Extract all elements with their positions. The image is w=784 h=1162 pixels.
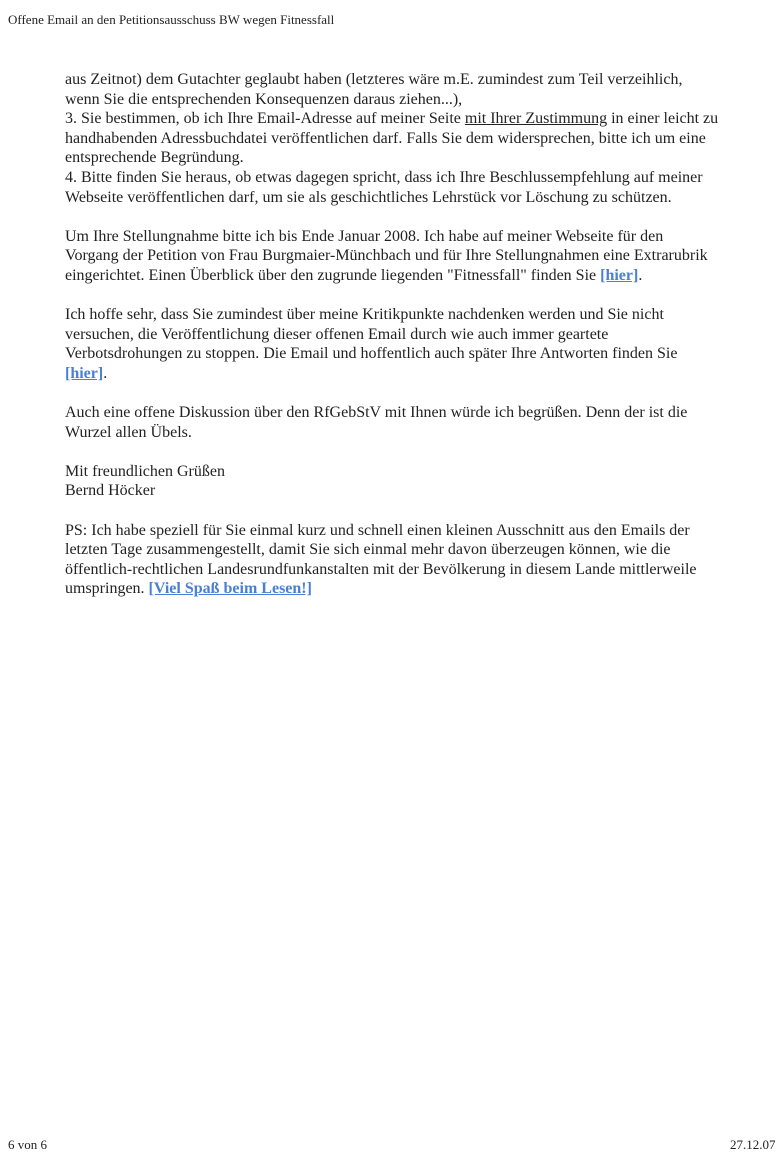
answers-hier-link[interactable]: [hier] bbox=[65, 364, 104, 382]
text-line: wenn Sie die entsprechenden Konsequenzen daraus ziehen...), bbox=[65, 90, 463, 108]
text-segment: in einer leicht zu bbox=[607, 110, 719, 128]
sender-name: Bernd Höcker bbox=[65, 482, 156, 500]
deadline-paragraph bbox=[65, 227, 777, 286]
text-line: PS: Ich habe speziell für Sie einmal kurz und schnell einen kleinen Ausschnitt aus den Emails der bbox=[65, 521, 690, 539]
text-line: öffentlich-rechtlichen Landesrundfunkanstalten mit der Bevölkerung in diesem Lande mittlerweile bbox=[65, 560, 697, 578]
text-line: Um Ihre Stellungnahme bitte ich bis Ende Januar 2008. Ich habe auf meiner Webseite für den bbox=[65, 227, 664, 245]
text-line: Vorgang der Petition von Frau Burgmaier-Münchbach und für Ihre Stellungnahmen eine Extrarubrik bbox=[65, 247, 708, 265]
list-items-paragraph bbox=[65, 70, 777, 207]
text-line: Wurzel allen Übels. bbox=[65, 423, 192, 441]
text-line: letzten Tage zusammengestellt, damit Sie sich einmal mehr davon überzeugen können, wie die bbox=[65, 541, 671, 559]
print-header-title: Offene Email an den Petitionsausschuss BW wegen Fitnessfall bbox=[8, 12, 335, 27]
closing-greeting: Mit freundlichen Grüßen bbox=[65, 462, 225, 480]
fitnessfall-hier-link[interactable]: [hier] bbox=[600, 266, 639, 284]
ps-paragraph bbox=[65, 521, 777, 599]
text-segment: umspringen. bbox=[65, 580, 149, 598]
hope-paragraph bbox=[65, 305, 777, 383]
email-body bbox=[65, 70, 777, 619]
underlined-text: mit Ihrer Zustimmung bbox=[464, 110, 608, 128]
print-date: 27.12.07 bbox=[730, 1137, 776, 1152]
text-line: Verbotsdrohungen zu stoppen. Die Email und hoffentlich auch später Ihre Antworten finden Sie bbox=[65, 345, 678, 363]
viel-spass-link[interactable]: [Viel Spaß beim Lesen!] bbox=[148, 580, 312, 598]
text-line bbox=[65, 364, 777, 384]
closing-signature bbox=[65, 462, 777, 501]
text-line: versuchen, die Veröffentlichung dieser offenen Email durch wie auch immer geartete bbox=[65, 325, 609, 343]
page-number: 6 von 6 bbox=[8, 1137, 47, 1152]
text-line: Ich hoffe sehr, dass Sie zumindest über meine Kritikpunkte nachdenken werden und Sie nicht bbox=[65, 306, 664, 324]
text-segment: . bbox=[103, 364, 108, 382]
discussion-paragraph bbox=[65, 403, 777, 442]
text-line: Auch eine offene Diskussion über den RfGebStV mit Ihnen würde ich begrüßen. Denn der ist die bbox=[65, 404, 688, 422]
text-segment: eingerichtet. Einen Überblick über den zugrunde liegenden "Fitnessfall" finden Sie bbox=[65, 266, 601, 284]
text-line: handhabenden Adressbuchdatei veröffentlichen darf. Falls Sie dem widersprechen, bitte ich um eine bbox=[65, 129, 706, 147]
text-line bbox=[65, 579, 777, 599]
text-segment: . bbox=[638, 266, 643, 284]
text-segment: 3. Sie bestimmen, ob ich Ihre Email-Adresse auf meiner Seite bbox=[65, 110, 465, 128]
text-line: entsprechende Begründung. bbox=[65, 149, 244, 167]
text-line: aus Zeitnot) dem Gutachter geglaubt haben (letzteres wäre m.E. zumindest zum Teil verzeihlich, bbox=[65, 71, 683, 88]
text-line: Webseite veröffentlichen darf, um sie als geschichtliches Lehrstück vor Löschung zu schützen. bbox=[65, 188, 672, 206]
text-line: 4. Bitte finden Sie heraus, ob etwas dagegen spricht, dass ich Ihre Beschlussempfehlung auf meiner bbox=[65, 168, 703, 186]
text-line bbox=[65, 109, 777, 129]
text-line bbox=[65, 266, 777, 286]
